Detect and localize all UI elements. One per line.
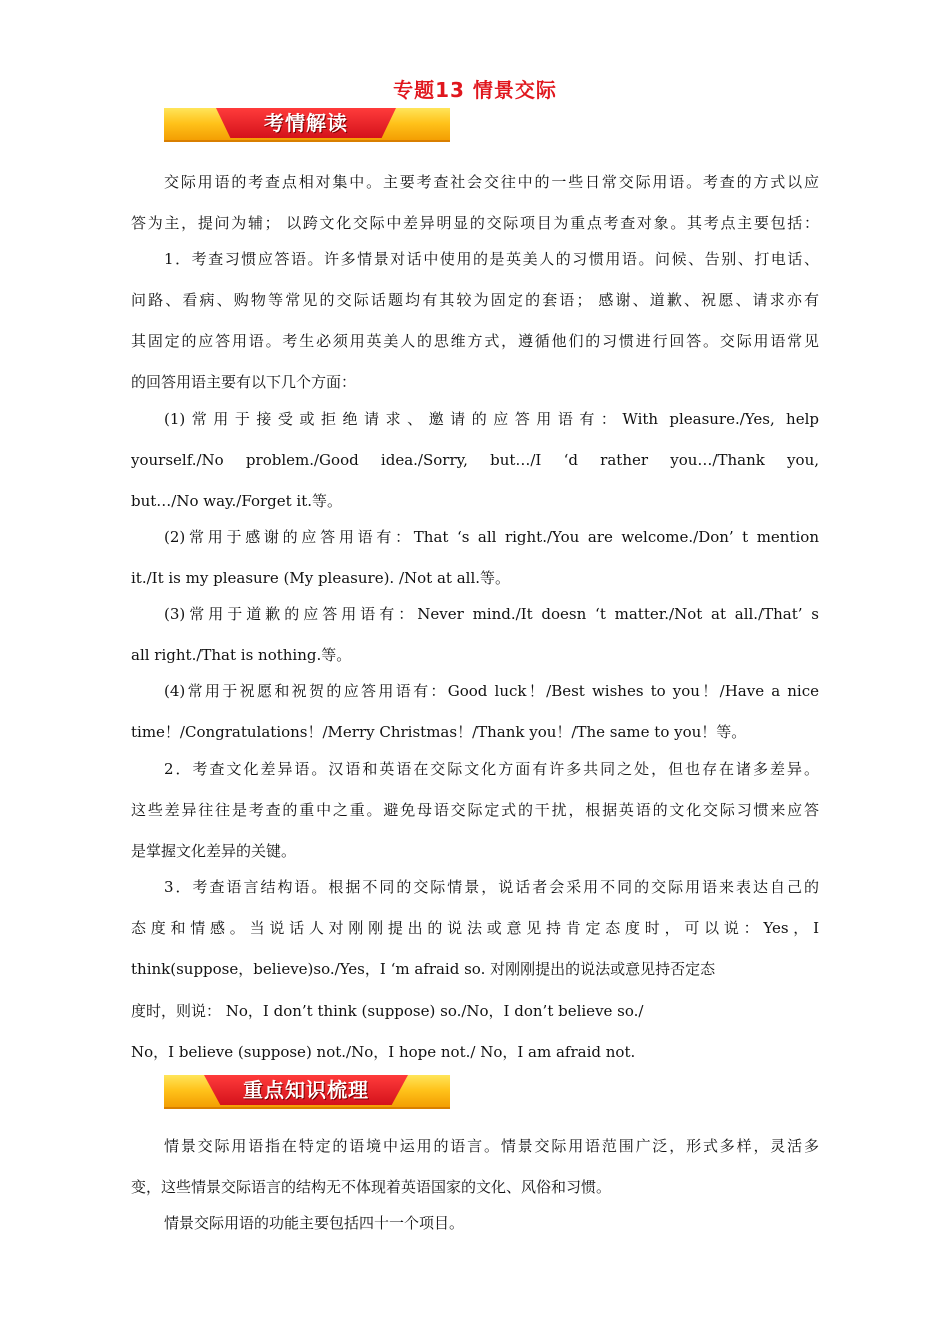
paragraph-line: 3．考查语言结构语。根据不同的交际情景，说话者会采用不同的交际用语来表达自己的 bbox=[164, 878, 819, 896]
paragraph-line: 答为主，提问为辅； 以跨文化交际中差异明显的交际项目为重点考查对象。其考点主要包括： bbox=[131, 214, 819, 232]
paragraph-line: (4)常用于祝愿和祝贺的应答用语有：Good luck！/Best wishes to you！/Have a nice bbox=[164, 682, 819, 700]
paragraph-line: 1．考查习惯应答语。许多情景对话中使用的是英美人的习惯用语。问候、告别、打电话、 bbox=[164, 250, 819, 268]
paragraph-line: 的回答用语主要有以下几个方面： bbox=[131, 373, 357, 391]
paragraph-line: time！/Congratulations！/Merry Christmas！/Thank you！/The same to you！等。 bbox=[131, 723, 747, 741]
paragraph-line: 度时，则说： No，I don’t think (suppose) so./No，I don’t believe so./ bbox=[131, 1002, 644, 1020]
paragraph-line: it./It is my pleasure (My pleasure). /Not at all.等。 bbox=[131, 569, 511, 587]
section-banner-exam-analysis bbox=[164, 108, 450, 142]
paragraph-line: (2)常用于感谢的应答用语有：That ‘s all right./You are welcome./Don’ t mention bbox=[164, 528, 819, 546]
paragraph-line: 交际用语的考查点相对集中。主要考查社会交往中的一些日常交际用语。考查的方式以应 bbox=[164, 173, 819, 191]
paragraph-line: 问路、看病、购物等常见的交际话题均有其较为固定的套语； 感谢、道歉、祝愿、请求亦有 bbox=[131, 291, 819, 309]
section-banner-key-knowledge bbox=[164, 1075, 450, 1109]
paragraph-line: 是掌握文化差异的关键。 bbox=[131, 842, 297, 860]
paragraph-line: think(suppose，believe)so./Yes，I ‘m afraid so. 对刚刚提出的说法或意见持否定态 bbox=[131, 960, 716, 978]
paragraph-line: 情景交际用语的功能主要包括四十一个项目。 bbox=[164, 1214, 465, 1232]
paragraph-line: (3)常用于道歉的应答用语有：Never mind./It doesn ‘t matter./Not at all./That’ s bbox=[164, 605, 819, 623]
paragraph-line: 变，这些情景交际语言的结构无不体现着英语国家的文化、风俗和习惯。 bbox=[131, 1178, 612, 1196]
paragraph-line: 2．考查文化差异语。汉语和英语在交际文化方面有许多共同之处，但也存在诸多差异。 bbox=[164, 760, 819, 778]
page-title: 专题13 情景交际 bbox=[393, 78, 557, 102]
paragraph-line: 其固定的应答用语。考生必须用英美人的思维方式，遵循他们的习惯进行回答。交际用语常见 bbox=[131, 332, 819, 350]
paragraph-line: but…/No way./Forget it.等。 bbox=[131, 492, 343, 510]
paragraph-line: 态度和情感。当说话人对刚刚提出的说法或意见持肯定态度时，可以说：Yes，I bbox=[131, 919, 819, 937]
paragraph-line: 情景交际用语指在特定的语境中运用的语言。情景交际用语范围广泛，形式多样，灵活多 bbox=[164, 1137, 819, 1155]
paragraph-line: all right./That is nothing.等。 bbox=[131, 646, 352, 664]
banner-label: 考情解读 bbox=[264, 111, 348, 135]
paragraph-line: (1)常用于接受或拒绝请求、邀请的应答用语有：With pleasure./Yes, help bbox=[164, 410, 819, 428]
banner-label: 重点知识梳理 bbox=[243, 1078, 369, 1102]
paragraph-line: No，I believe (suppose) not./No，I hope not./ No，I am afraid not. bbox=[131, 1043, 636, 1061]
paragraph-line: 这些差异往往是考查的重中之重。避免母语交际定式的干扰，根据英语的文化交际习惯来应答 bbox=[131, 801, 819, 819]
paragraph-line: yourself./No problem./Good idea./Sorry, but…/I ‘d rather you…/Thank you, bbox=[131, 451, 819, 469]
